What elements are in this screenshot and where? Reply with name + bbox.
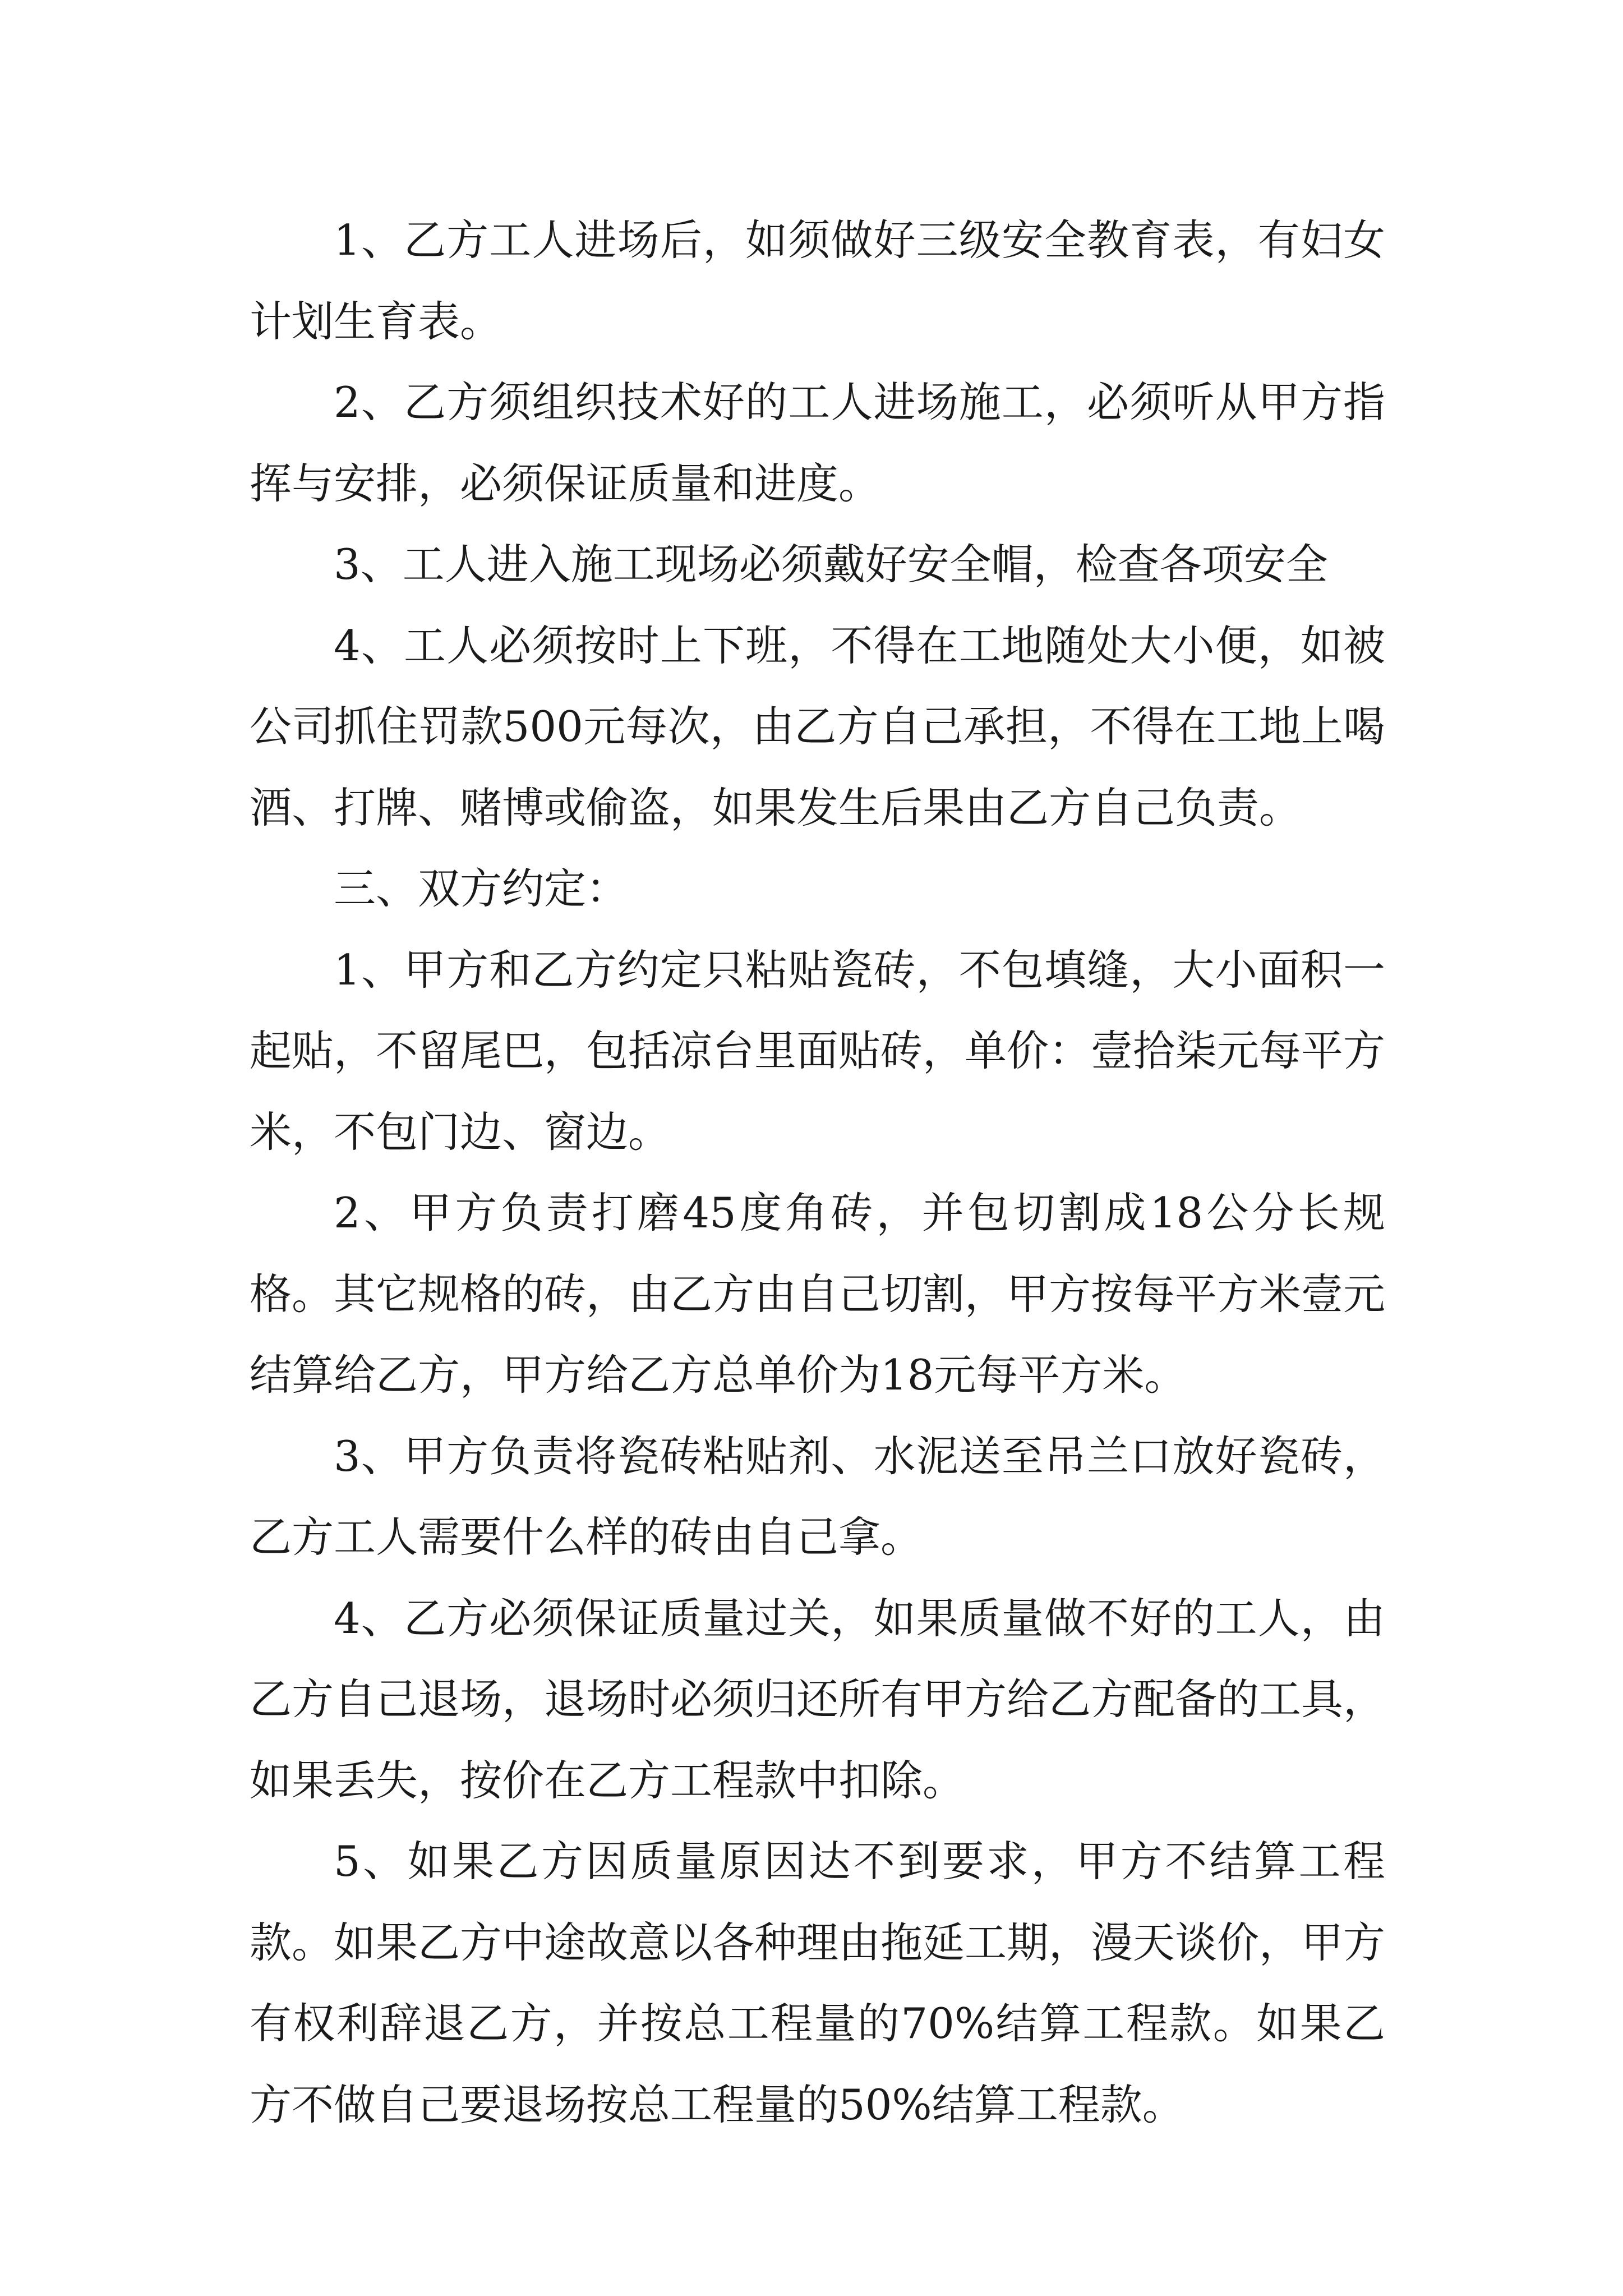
clause-work-discipline: 4、工人必须按时上下班，不得在工地随处大小便，如被公司抓住罚款500元每次，由乙方自己承担，不得在工地上喝酒、打牌、赌博或偷盗，如果发生后果由乙方自己负责。 <box>250 620 1385 832</box>
clause-worker-safety-education: 1、乙方工人进场后，如须做好三级安全教育表，有妇女计划生育表。 <box>250 215 1385 346</box>
clause-settlement-terms: 5、如果乙方因质量原因达不到要求，甲方不结算工程款。如果乙方中途故意以各种理由拖延工期，漫天谈价，甲方有权利辞退乙方，并按总工程量的70%结算工程款。如果乙方不做自己要退场按总工程量的50%结算工程款。 <box>250 1837 1386 2129</box>
clause-tile-cutting: 2、甲方负责打磨45度角砖，并包切割成18公分长规格。其它规格的砖，由乙方由自己切割，甲方按每平方米壹元结算给乙方，甲方给乙方总单价为18元每平方米。 <box>250 1188 1386 1400</box>
clause-quality-assurance: 4、乙方必须保证质量过关，如果质量做不好的工人，由乙方自己退场，退场时必须归还所有甲方给乙方配备的工具，如果丢失，按价在乙方工程款中扣除。 <box>250 1593 1386 1805</box>
clause-tiling-unit-price: 1、甲方和乙方约定只粘贴瓷砖，不包填缝，大小面积一起贴，不留尾巴，包括凉台里面贴砖，单价：壹拾柒元每平方米，不包门边、窗边。 <box>250 945 1386 1157</box>
contract-body <box>250 200 1385 2145</box>
section-heading-mutual-agreement: 三、双方约定： <box>334 864 629 913</box>
clause-material-delivery: 3、甲方负责将瓷砖粘贴剂、水泥送至吊兰口放好瓷砖，乙方工人需要什么样的砖由自己拿。 <box>250 1431 1385 1562</box>
clause-skilled-workers: 2、乙方须组织技术好的工人进场施工，必须听从甲方指挥与安排，必须保证质量和进度。 <box>250 378 1385 508</box>
clause-safety-helmet: 3、工人进入施工现场必须戴好安全帽，检查各项安全 <box>334 540 1328 589</box>
